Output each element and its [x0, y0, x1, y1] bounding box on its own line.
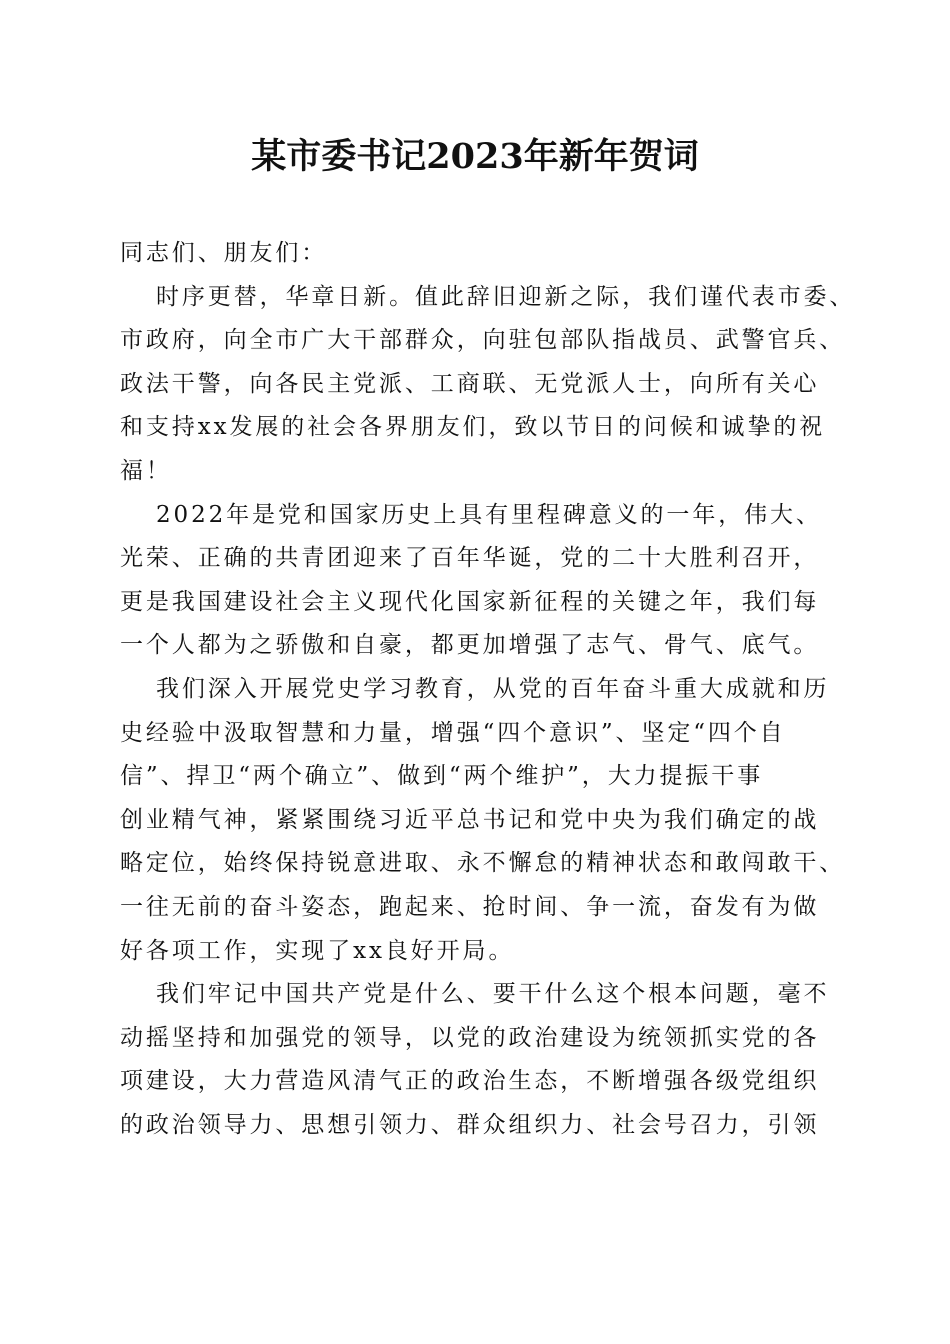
body-line: 的政治领导力、思想引领力、群众组织力、社会号召力，引领: [120, 1111, 820, 1138]
body-line: 一个人都为之骄傲和自豪，都更加增强了志气、骨气、底气。: [120, 632, 820, 659]
body-line: 项建设，大力营造风清气正的政治生态，不断增强各级党组织: [120, 1068, 820, 1095]
body-line: 一往无前的奋斗姿态，跑起来、抢时间、争一流，奋发有为做: [120, 893, 820, 920]
body-line: 我们牢记中国共产党是什么、要干什么这个根本问题，毫不: [156, 981, 830, 1008]
salutation: 同志们、朋友们：: [120, 240, 328, 266]
body-line: 光荣、正确的共青团迎来了百年华诞，党的二十大胜利召开，: [120, 545, 820, 572]
body-line: 福！: [120, 457, 172, 484]
body-line: 略定位，始终保持锐意进取、永不懈怠的精神状态和敢闯敢干、: [120, 850, 846, 877]
body-line: 2022年是党和国家历史上具有里程碑意义的一年，伟大、: [156, 501, 822, 528]
body-line: 政法干警，向各民主党派、工商联、无党派人士，向所有关心: [120, 370, 820, 397]
document-title: 某市委书记2023年新年贺词: [251, 136, 699, 177]
body-line: 和支持xx发展的社会各界朋友们，致以节日的问候和诚挚的祝: [120, 414, 826, 441]
body-line: 好各项工作，实现了xx良好开局。: [120, 937, 515, 964]
body-line: 我们深入开展党史学习教育，从党的百年奋斗重大成就和历: [156, 675, 830, 702]
body-line: 创业精气神，紧紧围绕习近平总书记和党中央为我们确定的战: [120, 806, 820, 833]
body-line: 动摇坚持和加强党的领导，以党的政治建设为统领抓实党的各: [120, 1024, 820, 1051]
body-line: 史经验中汲取智慧和力量，增强“四个意识”、坚定“四个自: [120, 719, 786, 746]
body-line: 时序更替，华章日新。值此辞旧迎新之际，我们谨代表市委、: [156, 283, 856, 310]
body-line: 市政府，向全市广大干部群众，向驻包部队指战员、武警官兵、: [120, 327, 846, 354]
body-line: 信”、捍卫“两个确立”、做到“两个维护”，大力提振干事: [120, 763, 764, 790]
document-body: [120, 232, 856, 1147]
body-line: 更是我国建设社会主义现代化国家新征程的关键之年，我们每: [120, 588, 820, 615]
